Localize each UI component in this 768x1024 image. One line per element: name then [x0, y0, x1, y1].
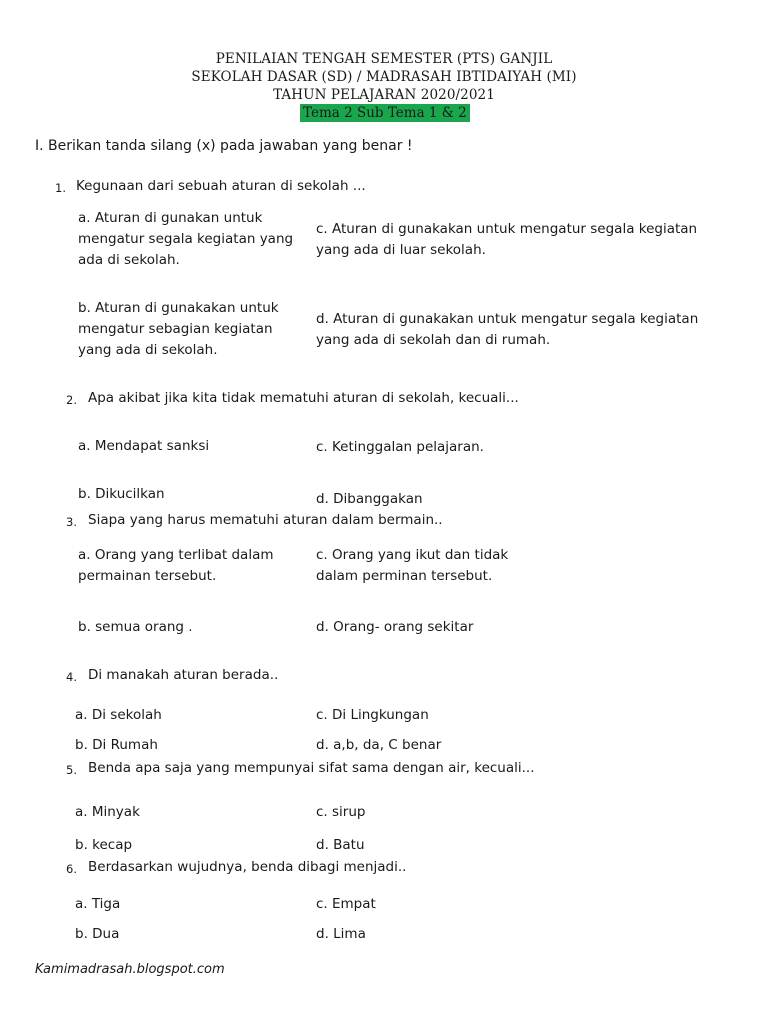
- option-d: d. Batu: [316, 837, 365, 853]
- option-c: c. Aturan di gunakakan untuk mengatur segala kegiatan yang ada di luar sekolah.: [316, 221, 698, 258]
- option-b: b. Dikucilkan: [78, 486, 165, 502]
- option-d: d. Orang- orang sekitar: [316, 619, 474, 635]
- option-a: a. Mendapat sanksi: [78, 438, 210, 454]
- question-number: 6.: [66, 862, 77, 876]
- header-year: TAHUN PELAJARAN 2020/2021: [273, 87, 495, 103]
- option-c: c. Orang yang ikut dan tidak dalam perminan tersebut.: [316, 547, 509, 584]
- option-a: a. Minyak: [75, 804, 140, 820]
- option-d: d. Dibanggakan: [316, 491, 423, 507]
- header-title: PENILAIAN TENGAH SEMESTER (PTS) GANJIL: [215, 51, 553, 67]
- footer-source: Kamimadrasah.blogspot.com: [35, 962, 225, 977]
- option-d: d. Aturan di gunakakan untuk mengatur segala kegiatan yang ada di sekolah dan di rumah.: [316, 311, 699, 348]
- header-school: SEKOLAH DASAR (SD) / MADRASAH IBTIDAIYAH (MI): [191, 69, 577, 85]
- question-number: 3.: [66, 515, 77, 529]
- option-b: b. Di Rumah: [75, 737, 158, 753]
- question-number: 2.: [66, 393, 77, 407]
- question-number: 4.: [66, 670, 77, 684]
- question-text: Di manakah aturan berada..: [88, 667, 279, 683]
- option-d: d. Lima: [316, 926, 366, 942]
- option-a: a. Aturan di gunakan untuk mengatur segala kegiatan yang ada di sekolah.: [78, 210, 294, 268]
- option-a: a. Orang yang terlibat dalam permainan tersebut.: [78, 547, 274, 584]
- question-text: Benda apa saja yang mempunyai sifat sama dengan air, kecuali...: [88, 760, 535, 776]
- question-text: Kegunaan dari sebuah aturan di sekolah ...: [76, 178, 366, 194]
- option-c: c. Di Lingkungan: [316, 707, 429, 723]
- option-d: d. a,b, da, C benar: [316, 737, 442, 753]
- option-a: a. Di sekolah: [75, 707, 162, 723]
- section-instruction: I. Berikan tanda silang (x) pada jawaban yang benar !: [35, 138, 413, 154]
- option-c: c. Empat: [316, 896, 376, 912]
- question-text: Siapa yang harus mematuhi aturan dalam bermain..: [88, 512, 443, 528]
- question-number: 1.: [55, 181, 66, 195]
- exam-header: [0, 50, 768, 104]
- option-c: c. Ketinggalan pelajaran.: [316, 439, 484, 455]
- option-b: b. semua orang .: [78, 619, 193, 635]
- option-b: b. Dua: [75, 926, 120, 942]
- question-number: 5.: [66, 763, 77, 777]
- theme-badge: Tema 2 Sub Tema 1 & 2: [300, 104, 470, 122]
- option-a: a. Tiga: [75, 896, 121, 912]
- option-b: b. Aturan di gunakakan untuk mengatur sebagian kegiatan yang ada di sekolah.: [78, 300, 279, 358]
- question-text: Apa akibat jika kita tidak mematuhi aturan di sekolah, kecuali...: [88, 390, 519, 406]
- option-c: c. sirup: [316, 804, 366, 820]
- question-text: Berdasarkan wujudnya, benda dibagi menjadi..: [88, 859, 407, 875]
- option-b: b. kecap: [75, 837, 133, 853]
